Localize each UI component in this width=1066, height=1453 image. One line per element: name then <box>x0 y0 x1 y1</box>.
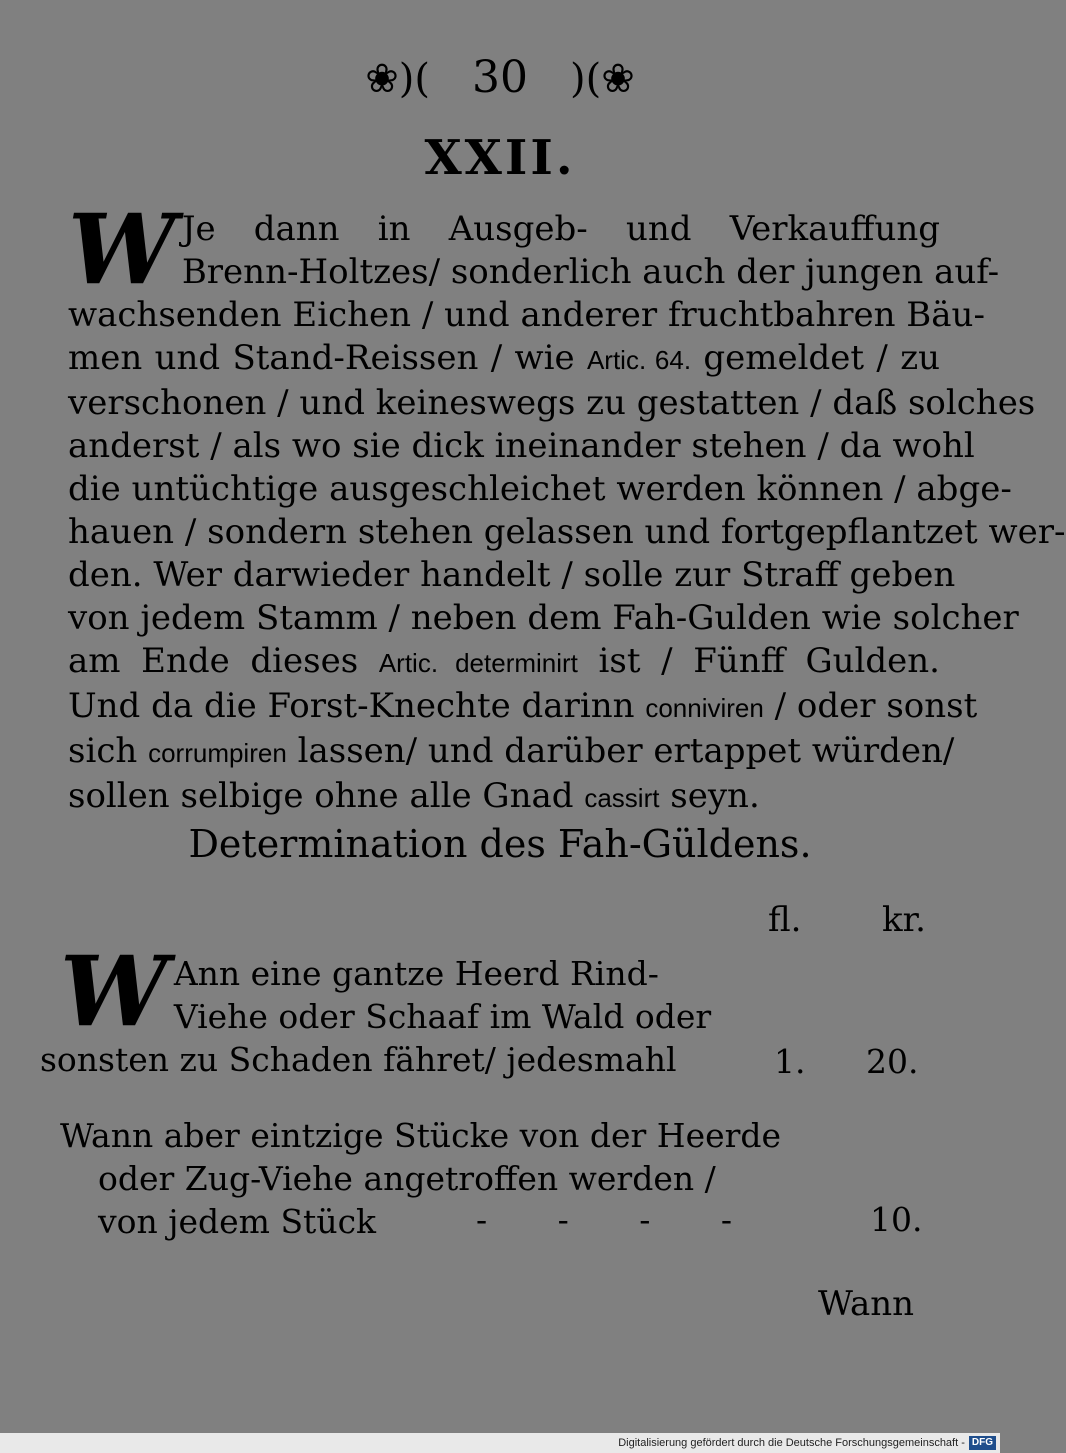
text-line: Je dann in Ausgeb- und Verkauffung <box>181 209 940 249</box>
fee-line: von jedem Stück <box>98 1202 377 1241</box>
text-line: sollen selbige ohne alle Gnad cassirt seyn. <box>68 776 760 816</box>
catchword: Wann <box>818 1284 915 1324</box>
text-line: men und Stand-Reissen / wie Artic. 64. gemeldet / zu <box>68 338 941 378</box>
text-line: Und da die Forst-Knechte darinn conniviren / oder sonst <box>68 686 978 726</box>
section-number: XXII. <box>424 130 576 186</box>
leader-dashes: - - - - <box>476 1200 733 1239</box>
drop-cap: W <box>60 935 168 1048</box>
digitization-footer <box>0 1433 1000 1453</box>
fee-line: sonsten zu Schaden fähret/ jedesmahl <box>40 1040 677 1079</box>
determination-heading: Determination des Fah-Güldens. <box>188 822 812 866</box>
text-line: den. Wer darwieder handelt / solle zur Straff geben <box>68 555 956 595</box>
text-line: von jedem Stamm / neben dem Fah-Gulden wie solcher <box>68 598 1019 638</box>
ornament-right-icon: )(❀ <box>570 56 635 102</box>
fee-line: oder Zug-Viehe angetroffen werden / <box>98 1159 716 1198</box>
fee-line: Ann eine gantze Heerd Rind- <box>173 954 659 993</box>
page-header <box>0 50 1000 107</box>
text-line: verschonen / und keineswegs zu gestatten / daß solches <box>68 383 1036 423</box>
text-line: Brenn-Holtzes/ sonderlich auch der jungen auf- <box>181 252 1000 292</box>
footer-text: Digitalisierung gefördert durch die Deutsche Forschungsgemeinschaft - <box>618 1437 965 1449</box>
fee-line: Viehe oder Schaaf im Wald oder <box>173 997 712 1036</box>
text-line: sich corrumpiren lassen/ und darüber ertappet würden/ <box>68 731 955 771</box>
fee-value-fl: 1. <box>774 1042 806 1081</box>
fee-line: Wann aber eintzige Stücke von der Heerde <box>60 1116 782 1155</box>
ornament-left-icon: ❀)( <box>365 56 430 102</box>
dfg-logo-icon: DFG <box>969 1436 996 1450</box>
text-line: hauen / sondern stehen gelassen und fortgepflantzet wer- <box>68 512 1066 552</box>
text-line: am Ende dieses Artic. determinirt ist / Fünff Gulden. <box>68 641 940 681</box>
fee-entry-herd <box>40 935 760 1081</box>
fee-value-kr: 20. <box>866 1042 919 1081</box>
column-header-kr: kr. <box>882 900 926 940</box>
page-number: 30 <box>472 52 528 103</box>
fee-value-kr: 10. <box>870 1200 923 1239</box>
text-line: die untüchtige ausgeschleichet werden können / abge- <box>68 469 1012 509</box>
drop-cap: W <box>68 193 176 306</box>
text-line: anderst / als wo sie dick ineinander stehen / da wohl <box>68 426 975 466</box>
text-line: wachsenden Eichen / und anderer fruchtbahren Bäu- <box>68 295 985 335</box>
column-header-fl: fl. <box>768 900 802 940</box>
main-paragraph <box>68 193 1066 820</box>
